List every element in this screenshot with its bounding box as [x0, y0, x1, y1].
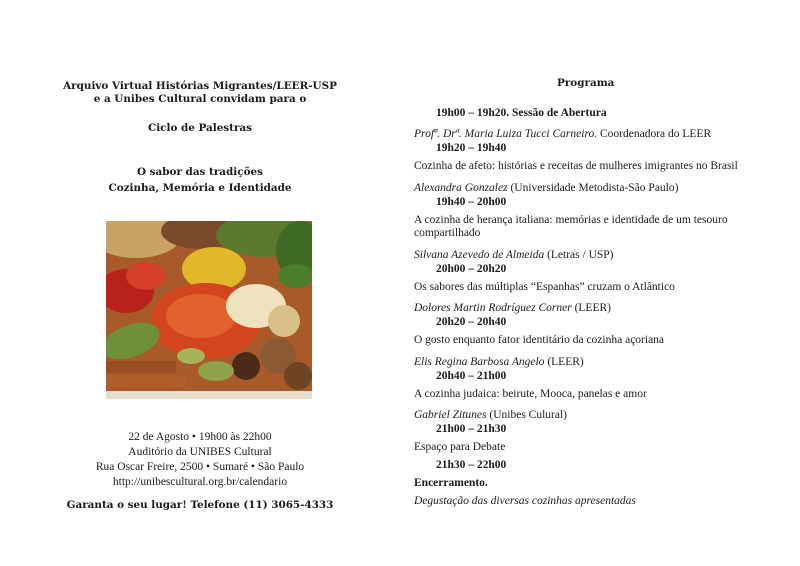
session-3-affiliation: (Letras / USP): [544, 249, 614, 261]
session-6-speaker-line: [414, 405, 567, 423]
session-3-speaker: Silvana Azevedo de Almeida: [414, 249, 545, 261]
session-5-talk: O gosto enquanto fator identitário da cozinha açoriana: [414, 334, 665, 346]
session-3-talk-line-1: A cozinha de herança italiana: memórias e identidade de um tesouro: [414, 214, 728, 226]
session-2-speaker: Alexandra Gonzalez: [414, 182, 508, 194]
session-1-role: Coordenadora do LEER: [597, 128, 712, 140]
event-url[interactable]: http://unibescultural.org.br/calendario: [112, 476, 288, 488]
series-title: Ciclo de Palestras: [147, 122, 253, 134]
event-date: 22 de Agosto • 19h00 às 22h00: [128, 431, 272, 443]
session-2-time: 19h20 – 19h40: [436, 142, 507, 154]
session-4-time: 20h00 – 20h20: [436, 263, 507, 275]
session-6-time: 20h40 – 21h00: [436, 370, 507, 382]
session-1-time: 19h00 – 19h20. Sessão de Abertura: [436, 107, 607, 119]
session-8-time: 21h30 – 22h00: [436, 459, 507, 471]
session-4-speaker-line: [414, 298, 611, 316]
session-5-speaker-line: [414, 352, 584, 370]
booking-line: Garanta o seu lugar! Telefone (11) 3065-4333: [66, 499, 334, 511]
spices-photo: [106, 221, 312, 399]
event-address: Rua Oscar Freire, 2500 • Sumaré • São Paulo: [95, 461, 305, 473]
session-2-speaker-line: [414, 178, 678, 196]
session-6-affiliation: (Unibes Culural): [486, 409, 567, 421]
session-4-talk: Os sabores das múltiplas “Espanhas” cruzam o Atlântico: [414, 281, 675, 293]
invite-line: e a Unibes Cultural convidam para o: [93, 93, 307, 105]
session-4-speaker: Dolores Martin Rodríguez Corner: [414, 302, 572, 314]
session-1-speaker-line: [414, 124, 711, 142]
session-3-talk-line-2: compartilhado: [414, 227, 481, 239]
session-7-talk: Espaço para Debate: [414, 441, 506, 453]
session-5-time: 20h20 – 20h40: [436, 316, 507, 328]
session-4-affiliation: (LEER): [571, 302, 611, 314]
organizer-line: Arquivo Virtual Histórias Migrantes/LEER-USP: [63, 80, 337, 92]
session-1-speaker: Profª. Drª. Maria Luiza Tucci Carneiro.: [414, 128, 598, 140]
event-subtitle: Cozinha, Memória e Identidade: [108, 182, 292, 194]
session-3-time: 19h40 – 20h00: [436, 196, 507, 208]
closing-label: Encerramento.: [414, 477, 488, 489]
session-6-talk: A cozinha judaica: beirute, Mooca, panelas e amor: [414, 388, 647, 400]
session-5-speaker: Elis Regina Barbosa Angelo: [414, 356, 545, 368]
session-6-speaker: Gabriel Zitunes: [414, 409, 487, 421]
program-panel: [408, 0, 778, 566]
event-venue: Auditório da UNIBES Cultural: [128, 446, 272, 458]
session-3-speaker-line: [414, 245, 614, 263]
session-2-affiliation: (Universidade Metodista-São Paulo): [507, 182, 679, 194]
session-7-time: 21h00 – 21h30: [436, 423, 507, 435]
session-5-affiliation: (LEER): [544, 356, 584, 368]
event-title: O sabor das tradições: [137, 166, 263, 178]
closing-note: Degustação das diversas cozinhas apresentadas: [414, 495, 636, 507]
program-heading: Programa: [557, 77, 615, 89]
session-2-talk: Cozinha de afeto: histórias e receitas de mulheres imigrantes no Brasil: [414, 160, 738, 172]
